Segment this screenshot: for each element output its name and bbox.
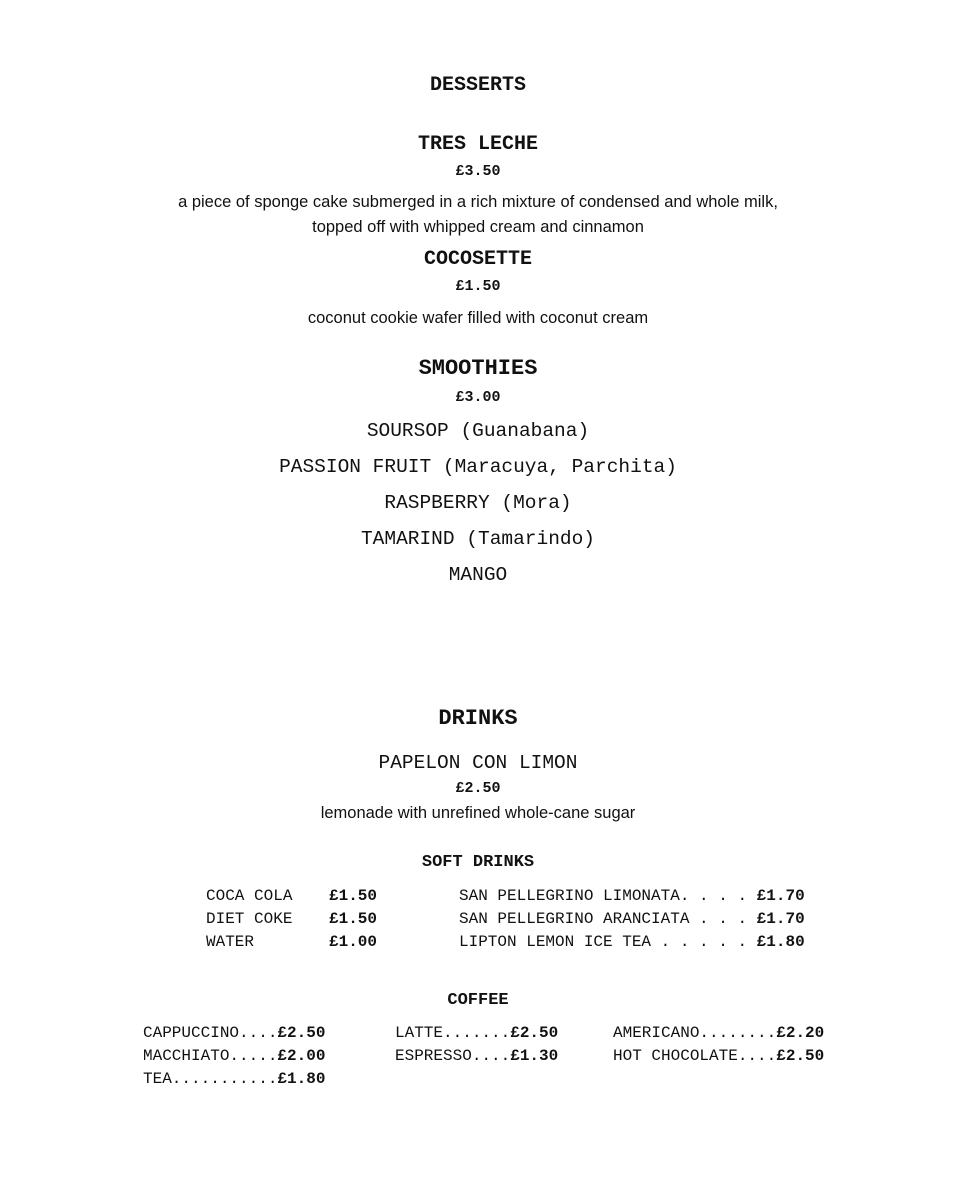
- soft-drink-row: [206, 910, 292, 928]
- coffee-price: £2.50: [277, 1024, 326, 1042]
- soft-drink-name: WATER: [206, 933, 255, 951]
- tres-leche-desc-line-2: topped off with whipped cream and cinnamon: [312, 218, 644, 236]
- drinks-heading: DRINKS: [438, 706, 518, 731]
- desserts-heading: DESSERTS: [429, 74, 526, 97]
- coffee-name: MACCHIATO.....: [143, 1047, 278, 1065]
- coffee-row: [143, 1070, 325, 1088]
- smoothie-flavor: MANGO: [448, 564, 508, 586]
- soft-drink-name: SAN PELLEGRINO LIMONATA. . . .: [459, 887, 748, 905]
- soft-drink-name: SAN PELLEGRINO ARANCIATA . . .: [459, 910, 748, 928]
- soft-drink-price: £1.00: [329, 933, 378, 951]
- soft-drink-row: [206, 933, 254, 951]
- coffee-heading: COFFEE: [447, 991, 509, 1010]
- soft-drink-price: £1.50: [329, 910, 378, 928]
- coffee-name: HOT CHOCOLATE....: [613, 1047, 777, 1065]
- cocosette-name: COCOSETTE: [423, 248, 533, 271]
- smoothie-flavor: SOURSOP (Guanabana): [366, 420, 590, 442]
- cocosette-desc: coconut cookie wafer filled with coconut cream: [307, 309, 649, 327]
- coffee-price: £2.50: [510, 1024, 559, 1042]
- smoothies-heading: SMOOTHIES: [418, 356, 538, 381]
- soft-drink-row: [459, 933, 805, 951]
- soft-drinks-heading: SOFT DRINKS: [421, 853, 535, 872]
- coffee-row: [613, 1024, 824, 1042]
- coffee-row: [395, 1024, 558, 1042]
- smoothies-price: £3.00: [455, 389, 501, 406]
- coffee-row: [143, 1047, 325, 1065]
- coffee-price: £2.20: [776, 1024, 825, 1042]
- tres-leche-name: TRES LECHE: [417, 133, 539, 156]
- smoothie-flavor: RASPBERRY (Mora): [384, 492, 572, 514]
- coffee-name: LATTE.......: [395, 1024, 511, 1042]
- smoothie-flavor: TAMARIND (Tamarindo): [360, 528, 596, 550]
- papelon-price: £2.50: [455, 780, 501, 797]
- soft-drink-name: COCA COLA: [206, 887, 293, 905]
- coffee-name: CAPPUCCINO....: [143, 1024, 278, 1042]
- coffee-name: AMERICANO........: [613, 1024, 777, 1042]
- coffee-name: TEA...........: [143, 1070, 278, 1088]
- coffee-price: £2.00: [277, 1047, 326, 1065]
- coffee-row: [613, 1047, 824, 1065]
- soft-drink-price: £1.70: [756, 887, 805, 905]
- papelon-name: PAPELON CON LIMON: [378, 752, 578, 774]
- soft-drink-name: LIPTON LEMON ICE TEA . . . . .: [459, 933, 748, 951]
- coffee-name: ESPRESSO....: [395, 1047, 511, 1065]
- coffee-price: £1.30: [510, 1047, 559, 1065]
- tres-leche-desc-line-1: a piece of sponge cake submerged in a rich mixture of condensed and whole milk,: [178, 193, 778, 211]
- papelon-desc: lemonade with unrefined whole-cane sugar: [320, 804, 636, 822]
- smoothie-flavor: PASSION FRUIT (Maracuya, Parchita): [279, 456, 677, 478]
- soft-drink-row: [459, 887, 805, 905]
- coffee-price: £1.80: [277, 1070, 326, 1088]
- coffee-row: [143, 1024, 325, 1042]
- coffee-price: £2.50: [776, 1047, 825, 1065]
- cocosette-price: £1.50: [455, 278, 501, 295]
- soft-drink-row: [459, 910, 805, 928]
- soft-drink-price: £1.50: [329, 887, 378, 905]
- soft-drink-price: £1.80: [756, 933, 805, 951]
- soft-drink-name: DIET COKE: [206, 910, 293, 928]
- coffee-row: [395, 1047, 558, 1065]
- soft-drink-price: £1.70: [756, 910, 805, 928]
- tres-leche-price: £3.50: [455, 163, 501, 180]
- soft-drink-row: [206, 887, 292, 905]
